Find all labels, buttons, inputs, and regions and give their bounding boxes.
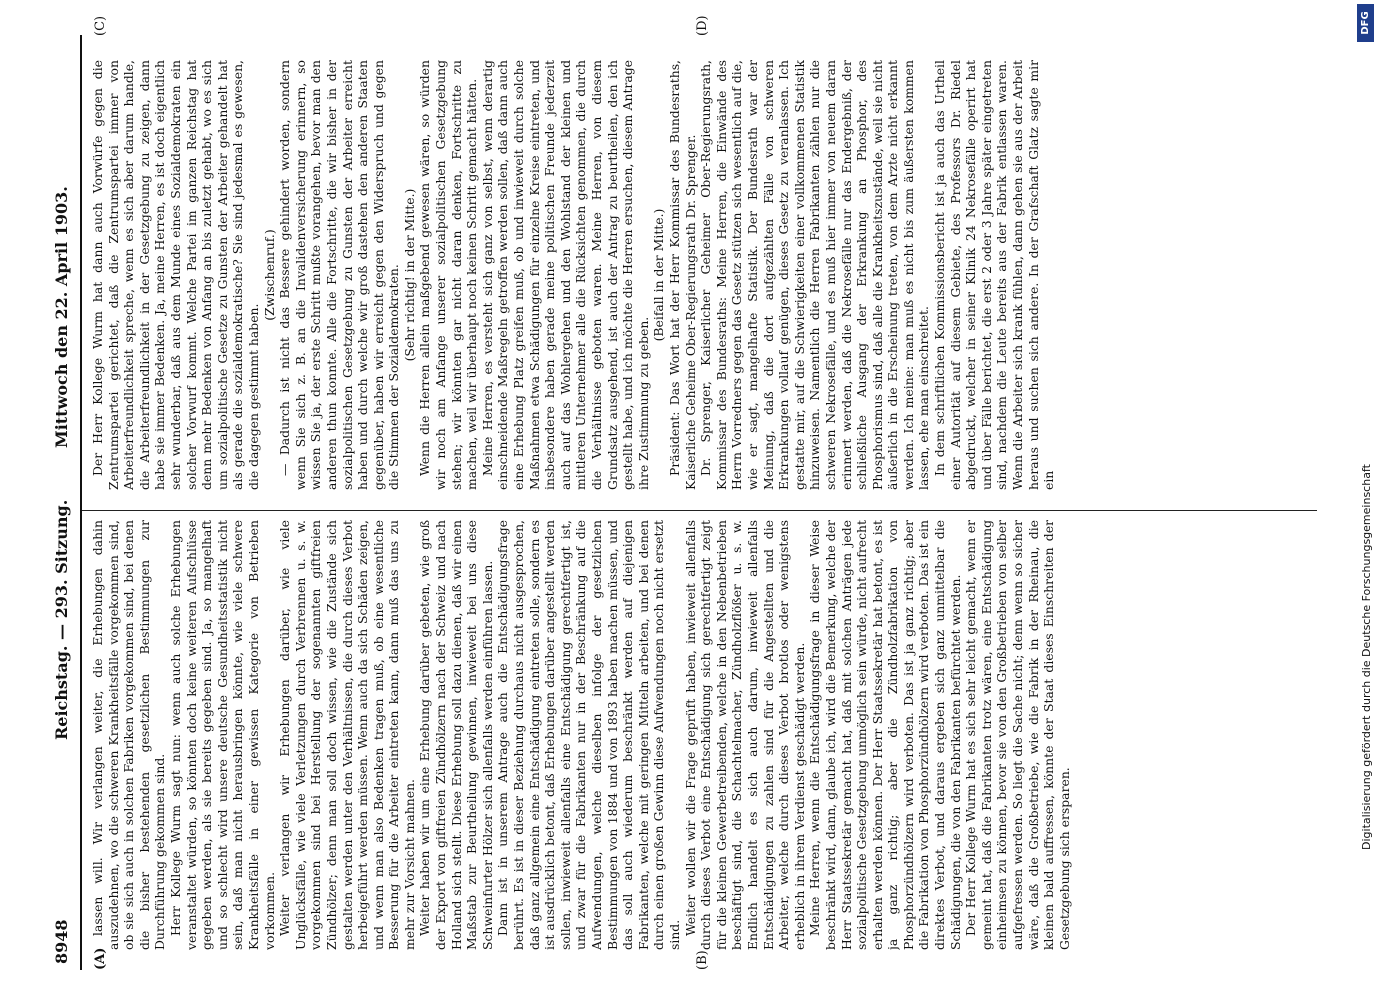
margin-letter-a: (A) [93, 947, 108, 970]
margin-letter-b: (B) [695, 950, 710, 970]
session-title: Reichstag. — 293. Sitzung. [52, 499, 71, 740]
paragraph: Wenn die Herren allein maßgebend gewesen wären, so würden wir noch am Anfange unserer sozialpolitischen Gesetzgebung stehen; wir könnten gar nicht daran denken, Fortschritte zu machen, weil wir überhaupt noch keinen Schritt gemacht hätten. [417, 60, 480, 490]
paragraph: Meine Herren, es versteht sich ganz von selbst, wenn derartig einschneidende Maßregeln getroffen werden sollen, daß dann auch eine Erhebung Platz greifen muß, ob und inwieweit durch solche Maßnahmen etwa Schädigungen für einzelne Kreise eintreten, und insbesondere haben gerade meine politischen Freunde jederzeit auch auf das Wohlergehen und den Wohlstand der kleinen und mittleren Unternehmer alle die Rücksichten genommen, die durch die Verhältnisse geboten waren. Meine Herren, von diesem Grundsatz ausgehend, ist auch der Antrag zu beurtheilen, den ich gestellt habe, und ich möchte die Herren ersuchen, diesem Antrage ihre Zustimmung zu geben. [479, 60, 651, 490]
paragraph: — Dadurch ist nicht das Bessere gehindert worden, sondern wenn Sie sich z. B. an die Invalidenversicherung erinnern, so wissen Sie ja, der erste Schritt mußte vorangehen, bevor man den anderen thun konnte. Alle die Fortschritte, die wir bisher in der sozialpolitischen Gesetzgebung zu Gunsten der Arbeiter erreicht haben und durch welche wir groß dastehen den anderen Staaten gegenüber, haben wir erreicht gegen den Widerspruch und gegen die Stimmen der Sozialdemokraten. [277, 60, 402, 490]
margin-letter-d: (D) [695, 15, 710, 36]
column-divider [82, 510, 1317, 511]
interjection: (Beifall in der Mitte.) [651, 208, 667, 342]
digitization-credit: Digitalisierung gefördert durch die Deutsche Forschungsgemeinschaft [1360, 464, 1373, 850]
right-text-column [90, 60, 1340, 490]
session-date: Mittwoch den 22. April 1903. [52, 186, 71, 448]
paragraph: lassen will. Wir verlangen weiter, die Erhebungen dahin auszudehnen, wo die schweren Krankheitsfälle vorgekommen sind, ob sie sich auch in solchen Fabriken vorgekommen sind, bei denen die bisher bestehenden gesetzlichen Bestimmungen zur Durchführung gekommen sind. [90, 520, 168, 950]
paragraph: Der Herr Kollege Wurm hat es sich sehr leicht gemacht, wenn er gemeint hat, daß die Fabrikanten trotz wären, eine Entschädigung einheimsen zu können, bevor sie von den Großbetrieben von selber aufgefressen werden. So liegt die Sache nicht; denn wenn so sicher wäre, daß die Großbetriebe, wie die Fabrik in der Rheinau, die kleinen bald auffressen, könnte der Staat dieses Einschreiten der Gesetzgebung sich ersparen. [963, 520, 1072, 950]
paragraph: Weiter haben wir um eine Erhebung darüber gebeten, wie groß der Export von giftfreien Zündhölzern nach der Schweiz und nach Holland sich stellt. Diese Erhebung soll dazu dienen, daß wir einen Maßstab zur Beurtheilung gewinnen, inwieweit bei uns diese Schweinfurter Hölzer sich allenfalls werden einführen lassen. [417, 520, 495, 950]
paragraph: Weiter wollen wir die Frage geprüft haben, inwieweit allenfalls durch dieses Verbot eine Entschädigung sich gerechtfertigt zeigt für die kleinen Gewerbetreibenden, welche in den Nebenbetrieben beschäftigt sind, die Schachtelmacher, Zündholzflößer u. s. w. Endlich handelt es sich auch darum, inwieweit allenfalls Entschädigungen zu zahlen sind für die Angestellten und die Arbeiter, welche durch dieses Verbot brotlos oder wenigstens erheblich in ihrem Verdienst geschädigt werden. [682, 520, 807, 950]
left-text-column [90, 520, 1340, 950]
paragraph: Dr. Sprenger, Kaiserlicher Geheimer Ober-Regierungsrath, Kommissar des Bundesraths: Meine Herren, die Einwände des Herrn Vorredners gegen das Gesetz stützen sich wesentlich auf die, wie er sagt, mangelhafte Statistik. Der Bundesrath war der Meinung, daß die dort aufgezählten Fälle von schweren Erkrankungen vollauf genügen, dieses Gesetz zu veranlassen. Ich gestatte mir, auf die Schwierigkeiten einer vollkommenen Statistik hinzuweisen. Namentlich die Herren Fabrikanten zählen nur die schweren Nekrosefälle, und es muß hier immer von neuem daran erinnert werden, daß die Nekrosefälle nur das Endergebniß, der schließliche Ausgang der Erkrankung an Phosphor, des Phosphorismus sind, daß alle die Krankheitszustände, weil sie nicht äußerlich in die Erscheinung treten, von dem Arzte nicht erkannt werden. Ich meine: man muß es nicht bis zum äußersten kommen lassen, ehe man einschreitet. [698, 60, 932, 490]
margin-letter-c: (C) [93, 15, 108, 36]
paragraph: Der Herr Kollege Wurm hat dann auch Vorwürfe gegen die Zentrumspartei gerichtet, daß die Zentrumspartei immer von Arbeiterfreundlichkeit spreche, wenn es sich aber darum handle, die Arbeiterfreundlichkeit in der Gesetzgebung zu zeigen, dann habe sie immer Bedenken. Ja, meine Herren, es ist doch eigentlich sehr wunderbar, daß aus dem Munde eines Sozialdemokraten ein solcher Vorwurf kommt. Welche Partei im ganzen Reichstag hat denn mehr Bedenken von Anfang an bis zuletzt gehabt, wo es sich um sozialpolitische Gesetze zu Gunsten der Arbeiter gehandelt hat als gerade die sozialdemokratische? Sie sind jedesmal es gewesen, die dagegen gestimmt haben. [90, 60, 261, 490]
paragraph: Herr Kollege Wurm sagt nun: wenn auch solche Erhebungen veranstaltet würden, so könnten doch keine weiteren Aufschlüsse gegeben werden, als sie bereits gegeben sind. Ja, so mangelhaft und so schlecht wird unsere deutsche Gesundheitsstatistik nicht sein, daß man nicht herausbringen könnte, wie viele schwere Krankheitsfälle in einer gewissen Kategorie von Betrieben vorkommen. [167, 520, 277, 950]
interjection: (Zwischenruf.) [261, 229, 277, 321]
paragraph: In dem schriftlichen Kommissionsbericht ist ja auch das Urtheil einer Autorität auf diesem Gebiete, des Professors Dr. Riedel abgedruckt, welcher in seiner Klinik 24 Nekrosefälle operirt hat und über Fälle berichtet, die erst 2 oder 3 Jahre später eingetreten sind, nachdem die Leute bereits aus der Fabrik entlassen waren. Wenn die Arbeiter sich krank fühlen, dann gehen sie aus der Arbeit heraus und suchen sich andere. In der Grafschaft Glatz sagte mir ein [932, 60, 1057, 490]
paragraph: Dann ist in unserem Antrage auch die Entschädigungsfrage berührt. Es ist in dieser Beziehung durchaus nicht ausgesprochen, daß ganz allgemein eine Entschädigung eintreten solle, sondern es ist ausdrücklich betont, daß Erhebungen darüber angestellt werden sollen, inwieweit allenfalls eine Entschädigung gerechtfertigt ist, und zwar für die Fabrikanten nur in der Beschränkung auf die Aufwendungen, welche dieselben infolge der gesetzlichen Bestimmungen von 1884 und von 1893 haben machen müssen, und das soll auch wiederum beschränkt werden auf diejenigen Fabrikanten, welche mit geringen Mitteln arbeiten, und bei denen durch einen großen Gewinn diese Aufwendungen noch nicht ersetzt sind. [495, 520, 682, 950]
paragraph: Präsident: Das Wort hat der Herr Kommissar des Bundesraths, Kaiserliche Geheime Ober-Regierungsrath Dr. Sprenger. [666, 60, 698, 490]
paragraph: Weiter verlangen wir Erhebungen darüber, wie viele Unglücksfälle, wie viele Verletzungen durch Verbrennen u. s. w. vorgekommen sind bei Herstellung der sogenannten giftfreien Zündhölzer; denn man soll doch wissen, wie die Zustände sich gestalten werden unter den Verhältnissen, die durch dieses Verbot herbeigeführt werden müssen. Wenn auch da sich Schäden zeigen, und wenn man also Bedenken tragen muß, ob eine wesentliche Besserung für die Arbeiter eintreten kann, dann muß das uns zu mehr zur Vorsicht mahnen. [277, 520, 417, 950]
paragraph: Meine Herren, wenn die Entschädigungsfrage in dieser Weise beschränkt wird, dann, glaube ich, wird die Bemerkung, welche der Herr Staatssekretär gemacht hat, daß mit solchen Anträgen jede sozialpolitische Gesetzgebung unmöglich sein würde, nicht aufrecht erhalten werden können. Der Herr Staatssekretär hat betont, es ist ja ganz richtig; aber die Zündholzfabrikation von Phosphorzündhölzern wird verboten. Das ist ja ganz richtig; aber die Fabrikation von Phosphorzündhölzern wird verboten. Das ist ein direktes Verbot, und daraus ergeben sich ganz unmittelbar die Schädigungen, die von den Fabrikanten befürchtet werden. [807, 520, 963, 950]
header-rule [80, 35, 82, 970]
dfg-logo: DFG [1357, 4, 1374, 42]
page-number: 8948 [52, 919, 71, 964]
interjection: (Sehr richtig! in der Mitte.) [401, 188, 417, 362]
